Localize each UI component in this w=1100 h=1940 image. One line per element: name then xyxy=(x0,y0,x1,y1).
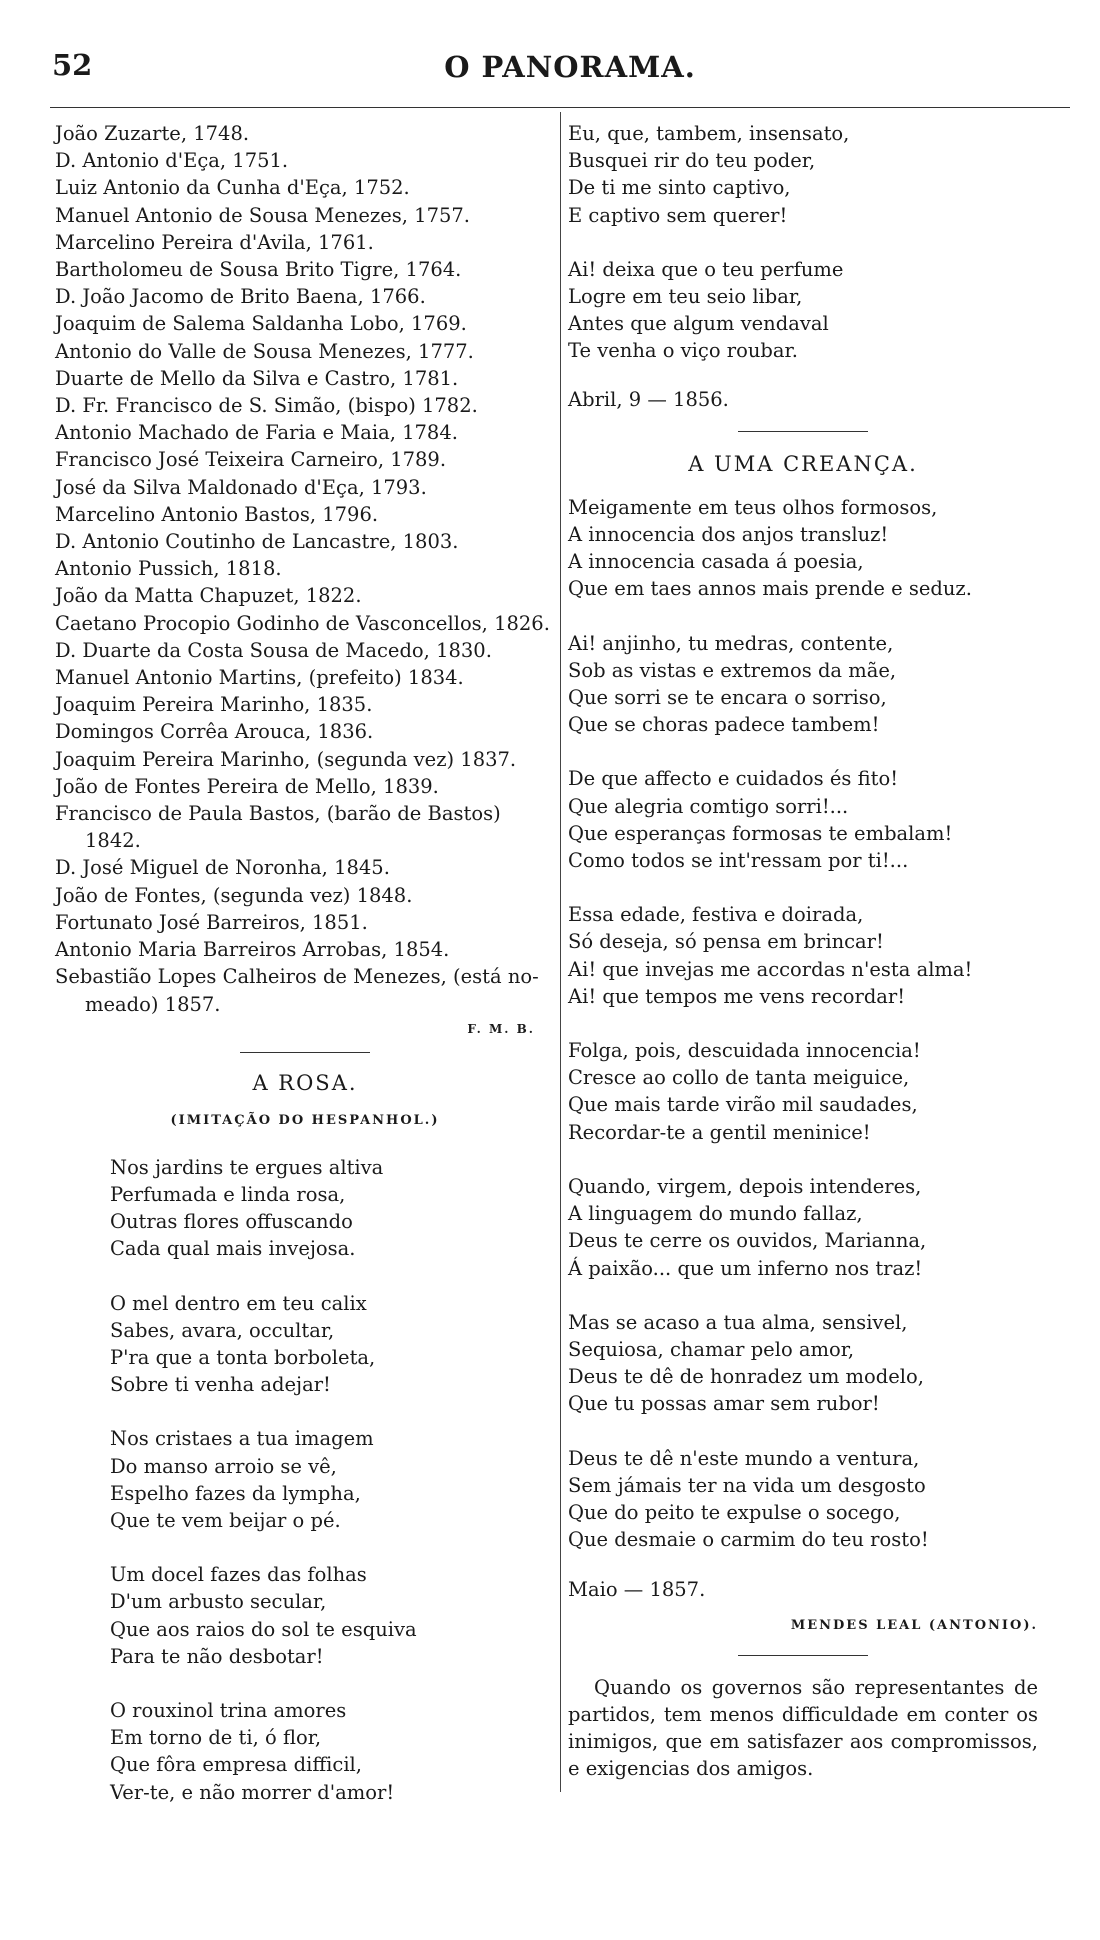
prose-paragraph: Quando os governos são representantes de partidos, tem menos difficuldade em conter os inimigos, que em satisfazer aos compromissos, e exigencias dos amigos. xyxy=(568,1675,1038,1781)
verse-line: Que se choras padece tambem! xyxy=(568,713,880,737)
list-item: João da Matta Chapuzet, 1822. xyxy=(55,584,362,608)
poem-date: Maio — 1857. xyxy=(568,1578,706,1602)
list-item: D. José Miguel de Noronha, 1845. xyxy=(55,856,390,880)
list-item-continuation: 1842. xyxy=(85,829,141,853)
verse-line: A innocencia dos anjos transluz! xyxy=(568,523,889,547)
verse-line: Sobre ti venha adejar! xyxy=(110,1373,331,1397)
verse-line: Ai! deixa que o teu perfume xyxy=(568,257,844,281)
verse-line: Sabes, avara, occultar, xyxy=(110,1318,335,1342)
header-rule xyxy=(50,107,1070,108)
verse-line: Essa edade, festiva e doirada, xyxy=(568,903,864,927)
poem-a-rosa xyxy=(55,1154,555,1806)
verse-line: Folga, pois, descuidada innocencia! xyxy=(568,1039,921,1063)
list-item: Caetano Procopio Godinho de Vasconcellos, 1826. xyxy=(55,611,550,635)
verse-line: Á paixão... que um inferno nos traz! xyxy=(568,1256,923,1280)
list-item: Domingos Corrêa Arouca, 1836. xyxy=(55,720,374,744)
page-number: 52 xyxy=(52,48,93,82)
list-item: Joaquim Pereira Marinho, (segunda vez) 1837. xyxy=(55,747,517,771)
stanza xyxy=(110,1154,555,1263)
section-rule xyxy=(738,431,868,432)
verse-line: Sem jámais ter na vida um desgosto xyxy=(568,1473,926,1497)
list-item: João Zuzarte, 1748. xyxy=(55,122,250,145)
stanza xyxy=(568,901,1038,1010)
verse-line: Que te vem beijar o pé. xyxy=(110,1508,341,1532)
list-item: D. Fr. Francisco de S. Simão, (bispo) 1782. xyxy=(55,394,478,418)
verse-line: Ai! anjinho, tu medras, contente, xyxy=(568,631,894,655)
verse-line: Só deseja, só pensa em brincar! xyxy=(568,930,884,954)
list-item: João de Fontes, (segunda vez) 1848. xyxy=(55,883,413,907)
verse-line: A linguagem do mundo fallaz, xyxy=(568,1202,863,1226)
list-item: Manuel Antonio de Sousa Menezes, 1757. xyxy=(55,203,470,227)
stanza xyxy=(568,256,1038,365)
stanza xyxy=(568,1173,1038,1282)
verse-line: Que alegria comtigo sorri!... xyxy=(568,794,849,818)
poem-title: A ROSA. xyxy=(252,1070,358,1095)
list-item: Fortunato José Barreiros, 1851. xyxy=(55,910,368,934)
verse-line: Que mais tarde virão mil saudades, xyxy=(568,1093,918,1117)
stanza xyxy=(568,630,1038,739)
list-signature: F. M. B. xyxy=(467,1021,535,1036)
verse-line: Eu, que, tambem, insensato, xyxy=(568,122,850,145)
stanza xyxy=(110,1561,555,1670)
list-item: Francisco de Paula Bastos, (barão de Bastos) xyxy=(55,802,501,826)
verse-line: O rouxinol trina amores xyxy=(110,1698,347,1722)
verse-line: Que do peito te expulse o socego, xyxy=(568,1500,901,1524)
verse-line: Ver-te, e não morrer d'amor! xyxy=(110,1780,395,1804)
verse-line: Ai! que tempos me vens recordar! xyxy=(568,984,906,1008)
stanza xyxy=(110,1425,555,1534)
list-item: Duarte de Mello da Silva e Castro, 1781. xyxy=(55,366,459,390)
poem-date: Abril, 9 — 1856. xyxy=(568,387,729,411)
stanza xyxy=(568,1037,1038,1146)
stanza xyxy=(568,765,1038,874)
left-column xyxy=(55,120,555,1833)
verse-line: De ti me sinto captivo, xyxy=(568,176,791,200)
verse-line: Para te não desbotar! xyxy=(110,1644,324,1668)
verse-line: Um docel fazes das folhas xyxy=(110,1563,367,1587)
list-item: Manuel Antonio Martins, (prefeito) 1834. xyxy=(55,666,464,690)
verse-line: Deus te dê n'este mundo a ventura, xyxy=(568,1446,920,1470)
verse-line: Cresce ao collo de tanta meiguice, xyxy=(568,1066,910,1090)
verse-line: Perfumada e linda rosa, xyxy=(110,1182,346,1206)
list-item: José da Silva Maldonado d'Eça, 1793. xyxy=(55,475,427,499)
list-item: D. João Jacomo de Brito Baena, 1766. xyxy=(55,285,426,309)
verse-line: Busquei rir do teu poder, xyxy=(568,149,816,173)
governors-list-tail xyxy=(55,854,555,963)
section-rule xyxy=(240,1052,370,1053)
verse-line: Nos jardins te ergues altiva xyxy=(110,1155,384,1179)
verse-line: Recordar-te a gentil meninice! xyxy=(568,1120,871,1144)
verse-line: Que sorri se te encara o sorriso, xyxy=(568,686,887,710)
list-item: Marcelino Pereira d'Avila, 1761. xyxy=(55,230,374,254)
verse-line: Do manso arroio se vê, xyxy=(110,1454,337,1478)
poem-subtitle: (IMITAÇÃO DO HESPANHOL.) xyxy=(170,1112,440,1128)
verse-line: Antes que algum vendaval xyxy=(568,312,829,336)
list-item: Francisco José Teixeira Carneiro, 1789. xyxy=(55,448,447,472)
poem-a-uma-creanca xyxy=(568,494,1038,1554)
verse-line: Cada qual mais invejosa. xyxy=(110,1237,356,1261)
verse-line: Deus te dê de honradez um modelo, xyxy=(568,1365,924,1389)
list-item: D. Antonio Coutinho de Lancastre, 1803. xyxy=(55,530,459,554)
list-item: Antonio do Valle de Sousa Menezes, 1777. xyxy=(55,339,474,363)
verse-line: Que tu possas amar sem rubor! xyxy=(568,1392,880,1416)
stanza xyxy=(568,494,1038,603)
verse-line: Meigamente em teus olhos formosos, xyxy=(568,495,938,519)
list-item: D. Antonio d'Eça, 1751. xyxy=(55,149,289,173)
governors-list xyxy=(55,120,555,800)
verse-line: Outras flores offuscando xyxy=(110,1210,353,1234)
verse-line: De que affecto e cuidados és fito! xyxy=(568,767,899,791)
list-item: Joaquim Pereira Marinho, 1835. xyxy=(55,693,373,717)
poem-continuation xyxy=(568,120,1038,365)
verse-line: D'um arbusto secular, xyxy=(110,1590,327,1614)
verse-line: Sequiosa, chamar pelo amor, xyxy=(568,1337,855,1361)
list-item: Bartholomeu de Sousa Brito Tigre, 1764. xyxy=(55,258,462,282)
stanza xyxy=(110,1697,555,1806)
verse-line: Que esperanças formosas te embalam! xyxy=(568,821,953,845)
verse-line: Logre em teu seio libar, xyxy=(568,285,803,309)
list-item: Luiz Antonio da Cunha d'Eça, 1752. xyxy=(55,176,410,200)
column-divider xyxy=(560,112,561,1792)
verse-line: Que desmaie o carmim do teu rosto! xyxy=(568,1528,929,1552)
section-rule xyxy=(738,1655,868,1656)
verse-line: Que fôra empresa difficil, xyxy=(110,1753,362,1777)
verse-line: Ai! que invejas me accordas n'esta alma! xyxy=(568,957,973,981)
poem-author: MENDES LEAL (ANTONIO). xyxy=(790,1617,1038,1633)
list-item: Marcelino Antonio Bastos, 1796. xyxy=(55,502,379,526)
stanza xyxy=(568,1445,1038,1554)
verse-line: Nos cristaes a tua imagem xyxy=(110,1427,374,1451)
list-item: Joaquim de Salema Saldanha Lobo, 1769. xyxy=(55,312,467,336)
verse-line: A innocencia casada á poesia, xyxy=(568,550,864,574)
stanza xyxy=(110,1290,555,1399)
journal-title: O PANORAMA. xyxy=(444,50,696,84)
list-item: Antonio Machado de Faria e Maia, 1784. xyxy=(55,421,458,445)
verse-line: Quando, virgem, depois intenderes, xyxy=(568,1174,922,1198)
verse-line: E captivo sem querer! xyxy=(568,203,788,227)
verse-line: Que em taes annos mais prende e seduz. xyxy=(568,577,972,601)
verse-line: Deus te cerre os ouvidos, Marianna, xyxy=(568,1229,927,1253)
verse-line: Mas se acaso a tua alma, sensivel, xyxy=(568,1310,908,1334)
poem-title: A UMA CREANÇA. xyxy=(688,451,918,476)
list-item: Sebastião Lopes Calheiros de Menezes, (está no- xyxy=(55,965,539,989)
list-item-continuation: meado) 1857. xyxy=(85,992,221,1016)
verse-line: Como todos se int'ressam por ti!... xyxy=(568,849,909,873)
list-item: Antonio Maria Barreiros Arrobas, 1854. xyxy=(55,938,450,962)
list-item: João de Fontes Pereira de Mello, 1839. xyxy=(55,774,439,798)
verse-line: Em torno de ti, ó flor, xyxy=(110,1726,322,1750)
stanza xyxy=(568,120,1038,229)
verse-line: Espelho fazes da lympha, xyxy=(110,1481,361,1505)
stanza xyxy=(568,1309,1038,1418)
right-column xyxy=(568,120,1038,1782)
list-item: Antonio Pussich, 1818. xyxy=(55,557,282,581)
verse-line: O mel dentro em teu calix xyxy=(110,1291,367,1315)
verse-line: P'ra que a tonta borboleta, xyxy=(110,1345,376,1369)
verse-line: Sob as vistas e extremos da mãe, xyxy=(568,658,897,682)
verse-line: Que aos raios do sol te esquiva xyxy=(110,1617,417,1641)
verse-line: Te venha o viço roubar. xyxy=(568,339,798,363)
page-header xyxy=(0,48,1100,88)
list-item: D. Duarte da Costa Sousa de Macedo, 1830. xyxy=(55,638,492,662)
